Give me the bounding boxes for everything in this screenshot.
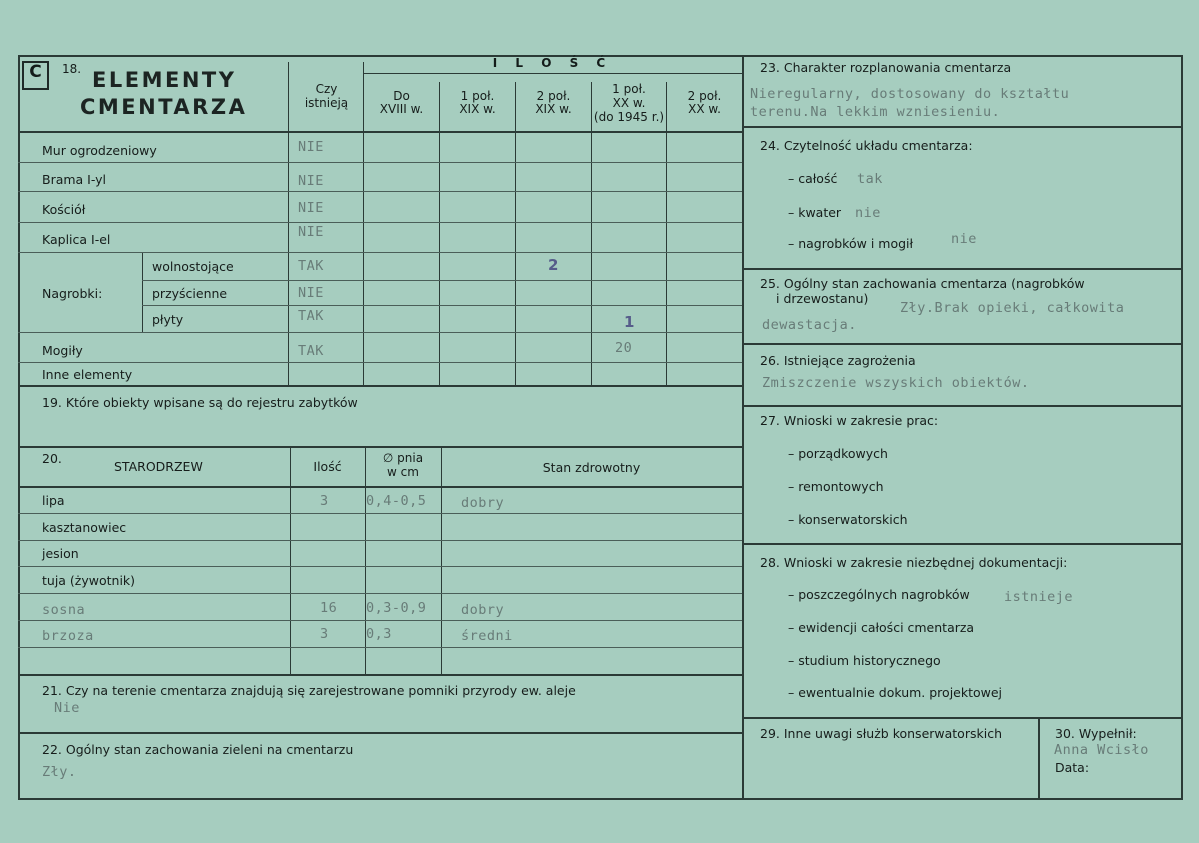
main-divider	[742, 55, 744, 800]
row-plyty-count: 1	[624, 313, 635, 331]
ilosc-header: I L O Ś Ć	[492, 56, 613, 70]
tree-header-bottom	[18, 486, 742, 488]
s21-value: Nie	[54, 700, 80, 716]
tree-row-name: tuja (żywotnik)	[42, 573, 136, 588]
col-do-xviii: Do XVIII w.	[379, 89, 424, 116]
row-mur-value: NIE	[298, 139, 324, 155]
col-2pol-xx: 2 poł. XX w.	[687, 89, 722, 116]
s24-nagrob: – nagrobków i mogił	[788, 236, 914, 251]
row-brama-value: NIE	[298, 173, 324, 189]
tree-row-pien: 0,3-0,9	[366, 600, 427, 616]
tree-row-name: lipa	[42, 493, 65, 508]
row-mogily-label: Mogiły	[42, 343, 83, 358]
s20-number: 20.	[42, 451, 62, 466]
ilosc-underline	[363, 73, 742, 74]
s28-posz: – poszczególnych nagrobków	[788, 587, 970, 602]
tree-bottom	[18, 674, 742, 676]
s25-label-line2: i drzewostanu)	[776, 291, 869, 306]
row-wolno-count: 2	[548, 256, 559, 274]
s28-posz-value: istnieje	[1004, 589, 1074, 605]
s22-label: 22. Ogólny stan zachowania zieleni na cmentarzu	[42, 742, 354, 757]
s28-ewid: – ewidencji całości cmentarza	[788, 620, 975, 635]
s23-label: 23. Charakter rozplanowania cmentarza	[760, 60, 1012, 75]
s30-value: Anna Wcisło	[1054, 742, 1149, 758]
tree-row-pien: 0,4-0,5	[366, 493, 427, 509]
row-inne-label: Inne elementy	[42, 367, 133, 382]
col-2pol-xix: 2 poł. XIX w.	[535, 89, 572, 116]
tree-row-ilosc: 16	[320, 600, 338, 616]
s27-porz: – porządkowych	[788, 446, 888, 461]
row-mogily-count: 20	[615, 340, 633, 356]
s24-nagrob-value: nie	[951, 231, 977, 247]
s27-label: 27. Wnioski w zakresie prac:	[760, 413, 939, 428]
s28-label: 28. Wnioski w zakresie niezbędnej dokumentacji:	[760, 555, 1068, 570]
s25-value-line2: dewastacja.	[762, 317, 857, 333]
row-kaplica-label: Kaplica I-el	[42, 232, 111, 247]
row-line	[18, 620, 742, 621]
header-bottom	[18, 131, 742, 133]
row-wolno-label: wolnostojące	[152, 259, 234, 274]
col-2xix-left	[515, 82, 516, 385]
row-line	[142, 305, 742, 306]
elements-bottom	[18, 385, 742, 387]
tree-row-stan: dobry	[461, 495, 505, 511]
row-plyty-value: TAK	[298, 308, 324, 324]
row-przys-label: przyścienne	[152, 286, 228, 301]
row-wolno-value: TAK	[298, 258, 324, 274]
s30-label: 30. Wypełnił:	[1055, 726, 1137, 741]
s20-title: STARODRZEW	[114, 459, 203, 474]
tree-row-name: sosna	[42, 602, 86, 618]
s19-label: 19. Które obiekty wpisane są do rejestru zabytków	[42, 395, 358, 410]
row-line	[18, 566, 742, 567]
s28-bottom	[742, 717, 1182, 719]
col-1pol-xix: 1 poł. XIX w.	[459, 89, 496, 116]
row-line	[18, 513, 742, 514]
s20-col-stan: Stan zdrowotny	[542, 460, 641, 475]
row-line	[18, 593, 742, 594]
s28-stud: – studium historycznego	[788, 653, 941, 668]
s23-line2: terenu.Na lekkim wzniesieniu.	[750, 104, 1001, 120]
card-border-bottom	[18, 798, 1183, 800]
tree-row-stan: dobry	[461, 602, 505, 618]
row-kosciol-value: NIE	[298, 200, 324, 216]
col-1pol-xx: 1 poł. XX w. (do 1945 r.)	[593, 82, 665, 124]
row-line	[18, 162, 742, 163]
row-line	[18, 647, 742, 648]
row-line	[142, 280, 742, 281]
row-line	[18, 540, 742, 541]
row-przys-value: NIE	[298, 285, 324, 301]
s26-bottom	[742, 405, 1182, 407]
s21-label: 21. Czy na terenie cmentarza znajdują się zarejestrowane pomniki przyrody ew. aleje	[42, 683, 576, 698]
s24-calosc-value: tak	[857, 171, 883, 187]
s29-s30-divider	[1038, 717, 1040, 800]
row-brama-label: Brama I-yl	[42, 172, 107, 187]
s27-rem: – remontowych	[788, 479, 884, 494]
c-letter: C	[29, 62, 42, 82]
s24-kwater-value: nie	[855, 205, 881, 221]
card-border-left	[18, 55, 20, 800]
s23-line1: Nieregularny, dostosowany do kształtu	[750, 86, 1070, 102]
row-kosciol-label: Kościół	[42, 202, 86, 217]
title-line1: ELEMENTY	[92, 68, 237, 92]
s29-label: 29. Inne uwagi służb konserwatorskich	[760, 726, 1002, 741]
s20-col-pien: ∅ pnia w cm	[382, 451, 424, 479]
row-line	[18, 362, 742, 363]
col-czy-left	[288, 62, 289, 385]
tree-row-pien: 0,3	[366, 626, 392, 642]
col-czy-header: Czy istnieją	[304, 82, 349, 110]
s26-value: Zmiszczenie wszyskich obiektów.	[762, 375, 1030, 391]
col-1xix-left	[439, 82, 440, 385]
row-plyty-label: płyty	[152, 312, 184, 327]
row-mur-label: Mur ogrodzeniowy	[42, 143, 157, 158]
s23-bottom	[742, 126, 1182, 128]
tree-row-name: brzoza	[42, 628, 94, 644]
s22-value: Zły.	[42, 764, 77, 780]
s24-bottom	[742, 268, 1182, 270]
row-line	[18, 252, 742, 253]
s24-calosc: – całość	[788, 171, 838, 186]
title-line2: CMENTARZA	[80, 95, 248, 119]
tree-row-ilosc: 3	[320, 493, 329, 509]
tree-row-name: kasztanowiec	[42, 520, 127, 535]
col-2xx-left	[666, 82, 667, 385]
s27-kons: – konserwatorskich	[788, 512, 908, 527]
s27-bottom	[742, 543, 1182, 545]
nagrobki-label: Nagrobki:	[42, 286, 103, 301]
s25-value-line1: Zły.Brak opieki, całkowita	[900, 300, 1125, 316]
tree-col-stan	[441, 446, 442, 674]
row-mogily-value: TAK	[298, 343, 324, 359]
tree-row-ilosc: 3	[320, 626, 329, 642]
s24-label: 24. Czytelność układu cmentarza:	[760, 138, 973, 153]
nagrobki-divider	[142, 252, 143, 332]
row-line	[18, 222, 742, 223]
card-border-right	[1181, 55, 1183, 800]
s19-bottom	[18, 446, 742, 448]
row-kaplica-value: NIE	[298, 224, 324, 240]
s25-bottom	[742, 343, 1182, 345]
row-line	[18, 332, 742, 333]
s24-kwater: – kwater	[788, 205, 842, 220]
s20-col-ilosc: Ilość	[313, 459, 342, 474]
s25-label-line1: 25. Ogólny stan zachowania cmentarza (nagrobków	[760, 276, 1085, 291]
row-line	[18, 191, 742, 192]
s30-data: Data:	[1055, 760, 1090, 775]
tree-row-stan: średni	[461, 628, 513, 644]
section-18-number: 18.	[62, 62, 82, 76]
s26-label: 26. Istniejące zagrożenia	[760, 353, 916, 368]
tree-row-name: jesion	[42, 546, 79, 561]
tree-col-ilosc	[290, 446, 291, 674]
s28-ewent: – ewentualnie dokum. projektowej	[788, 685, 1003, 700]
col-1xx-left	[591, 82, 592, 385]
s21-bottom	[18, 732, 742, 734]
